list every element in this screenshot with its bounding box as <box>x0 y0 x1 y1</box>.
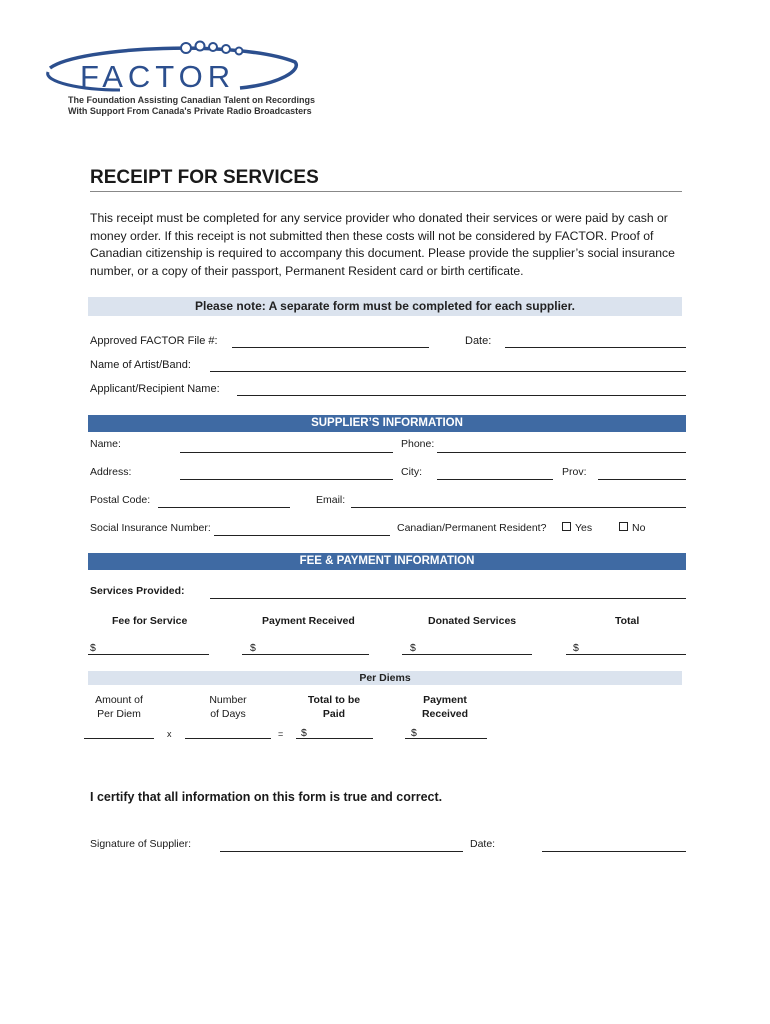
donated-currency: $ <box>410 642 416 654</box>
address-field[interactable] <box>180 479 393 480</box>
resident-label: Canadian/Permanent Resident? <box>397 522 547 534</box>
page-title: RECEIPT FOR SERVICES <box>90 167 319 188</box>
intro-paragraph: This receipt must be completed for any service provider who donated their services or were paid by cash or money order. If this receipt is not submitted then these costs will not be considered by FACTOR. Proof of Canadian citizenship is required to accompany this document. Please provide the supplier’s social insurance number, or a copy of their passport, Permanent Resident card or birth certificate. <box>90 211 675 278</box>
file-number-label: Approved FACTOR File #: <box>90 335 218 347</box>
email-field[interactable] <box>351 507 686 508</box>
sin-field[interactable] <box>214 535 390 536</box>
logo-wordmark: FACTOR <box>80 59 236 94</box>
fee-section-header: FEE & PAYMENT INFORMATION <box>88 553 686 570</box>
col-donated-services: Donated Services <box>428 615 517 627</box>
phone-label: Phone: <box>401 438 435 450</box>
applicant-label: Applicant/Recipient Name: <box>90 383 220 395</box>
resident-yes-option[interactable] <box>562 522 592 535</box>
amount-per-diem-label <box>84 694 154 721</box>
total-to-be-paid-field[interactable] <box>296 738 373 739</box>
address-label: Address: <box>90 466 132 478</box>
signature-label: Signature of Supplier: <box>90 838 191 850</box>
artist-label: Name of Artist/Band: <box>90 359 191 371</box>
per-diem-payment-line-1: Payment <box>423 694 467 706</box>
supplier-name-field[interactable] <box>180 452 393 453</box>
prov-field[interactable] <box>598 479 686 480</box>
no-checkbox[interactable] <box>619 522 628 531</box>
col-payment-received: Payment Received <box>262 615 355 627</box>
amount-per-diem-line-2: Per Diem <box>97 708 141 720</box>
yes-checkbox[interactable] <box>562 522 571 531</box>
title-rule <box>90 191 682 192</box>
per-diems-banner: Per Diems <box>88 671 682 685</box>
note-banner: Please note: A separate form must be completed for each supplier. <box>88 297 682 316</box>
per-diem-payment-field[interactable] <box>405 738 487 739</box>
total-currency: $ <box>573 642 579 654</box>
logo-tagline-1: The Foundation Assisting Canadian Talent on Recordings <box>68 95 316 105</box>
number-of-days-label <box>193 694 263 721</box>
signature-date-label: Date: <box>470 838 496 850</box>
number-of-days-field[interactable] <box>185 738 271 739</box>
prov-label: Prov: <box>562 466 587 478</box>
col-fee-for-service: Fee for Service <box>112 615 188 627</box>
payment-received-field[interactable] <box>242 654 369 655</box>
postal-code-label: Postal Code: <box>90 494 151 506</box>
times-symbol: x <box>167 729 172 739</box>
phone-field[interactable] <box>437 452 686 453</box>
fee-for-service-field[interactable] <box>88 654 209 655</box>
amount-per-diem-field[interactable] <box>84 738 154 739</box>
per-diem-payment-received-label <box>410 694 480 721</box>
equals-symbol: = <box>278 729 284 739</box>
yes-label: Yes <box>575 522 593 534</box>
applicant-field[interactable] <box>237 395 686 396</box>
total-to-be-paid-line-1: Total to be <box>307 694 361 706</box>
total-to-be-paid-line-2: Paid <box>322 708 346 720</box>
per-diem-payment-currency: $ <box>411 727 417 739</box>
services-field[interactable] <box>210 598 686 599</box>
date-label: Date: <box>465 335 492 347</box>
city-field[interactable] <box>437 479 553 480</box>
resident-no-option[interactable] <box>619 522 645 535</box>
number-of-days-line-1: Number <box>209 694 247 706</box>
postal-code-field[interactable] <box>158 507 290 508</box>
signature-date-field[interactable] <box>542 851 686 852</box>
services-label: Services Provided: <box>90 585 185 597</box>
sin-label: Social Insurance Number: <box>90 522 211 534</box>
file-number-field[interactable] <box>232 347 429 348</box>
amount-per-diem-line-1: Amount of <box>95 694 143 706</box>
payment-currency: $ <box>250 642 256 654</box>
total-paid-currency: $ <box>301 727 307 739</box>
email-label: Email: <box>316 494 346 506</box>
total-field[interactable] <box>566 654 686 655</box>
logo-tagline-2: With Support From Canada's Private Radio Broadcasters <box>68 106 312 116</box>
signature-field[interactable] <box>220 851 463 852</box>
number-of-days-line-2: of Days <box>210 708 246 720</box>
factor-logo <box>40 40 316 120</box>
fee-currency: $ <box>90 642 96 654</box>
total-to-be-paid-label <box>299 694 369 721</box>
per-diem-payment-line-2: Received <box>421 708 469 720</box>
donated-services-field[interactable] <box>402 654 532 655</box>
city-label: City: <box>401 466 422 478</box>
col-total: Total <box>615 615 640 627</box>
supplier-name-label: Name: <box>90 438 121 450</box>
no-label: No <box>632 522 646 534</box>
certification-statement: I certify that all information on this form is true and correct. <box>90 790 443 804</box>
supplier-section-header: SUPPLIER’S INFORMATION <box>88 415 686 432</box>
date-field[interactable] <box>505 347 686 348</box>
artist-field[interactable] <box>210 371 686 372</box>
